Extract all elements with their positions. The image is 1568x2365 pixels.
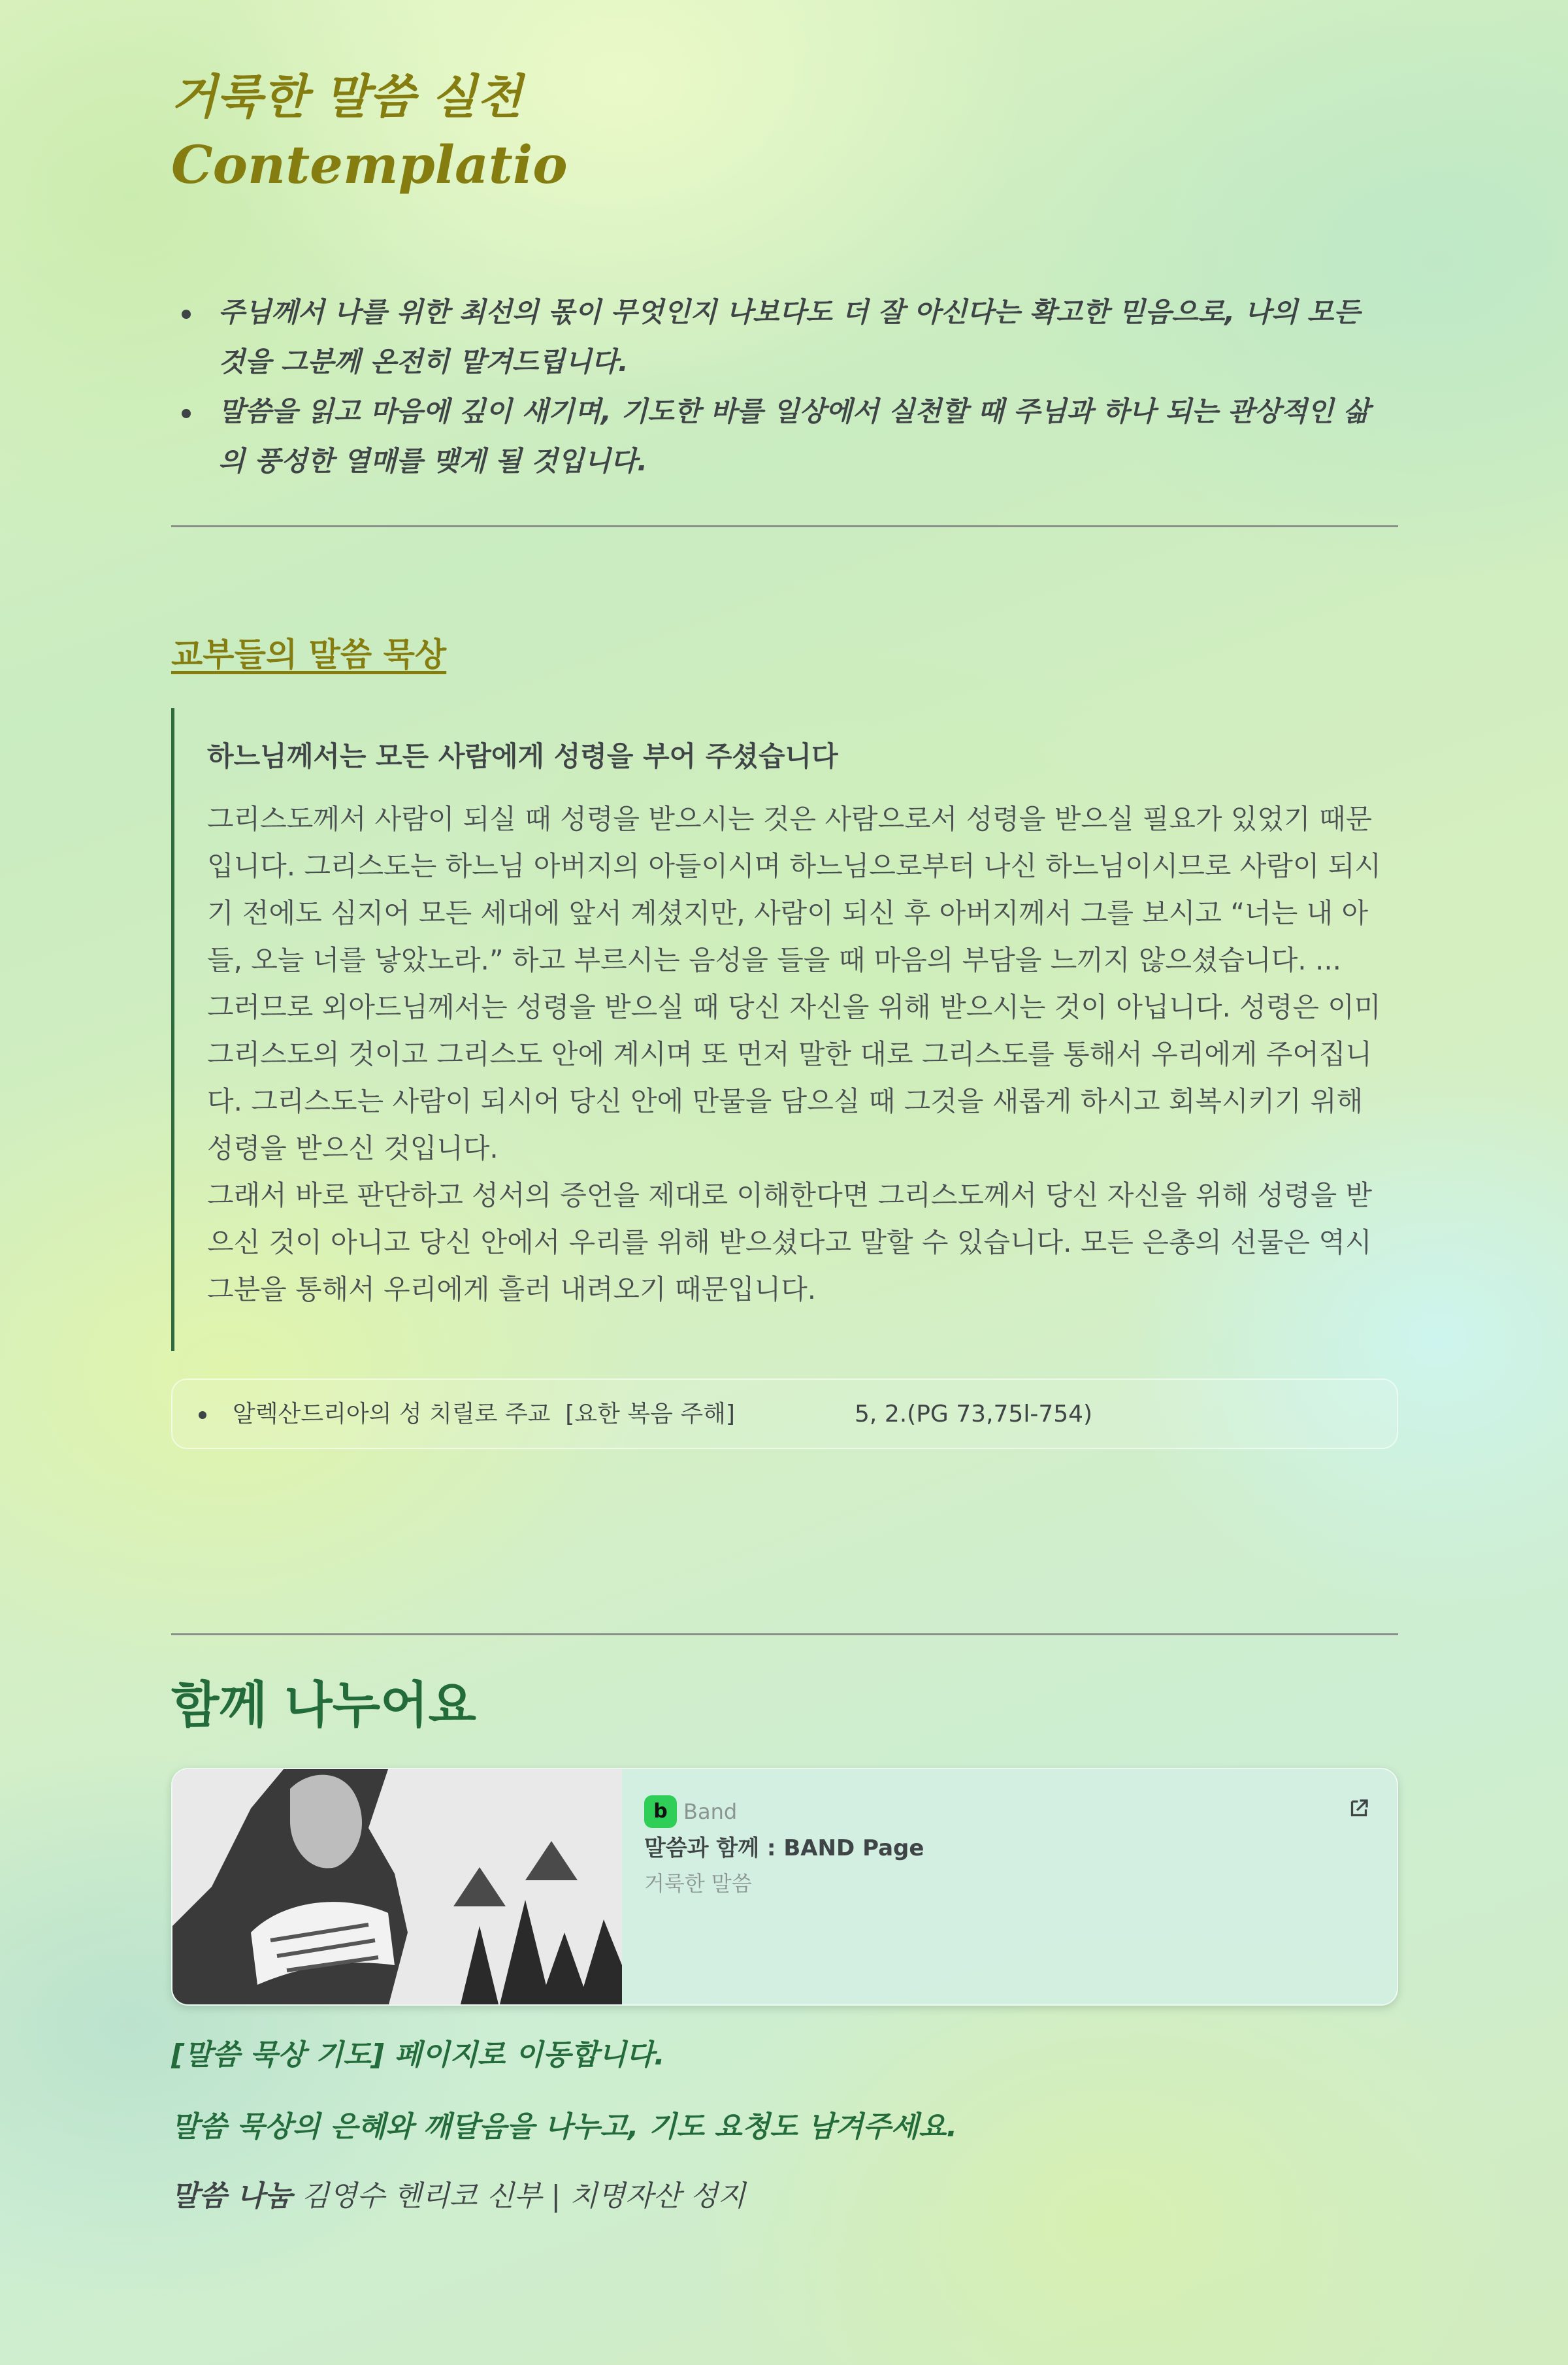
card-source: Band: [683, 1799, 738, 1824]
band-logo-letter: b: [653, 1800, 668, 1823]
quote-paragraph: 그리스도께서 사람이 되실 때 성령을 받으시는 것은 사람으로서 성령을 받으실 필요가 있었기 때문입니다. 그리스도는 하느님 아버지의 아들이시며 하느님으로부터 나신 하느님이시므로 사람이 되시기 전에도 심지어 모든 세대에 앞서 계셨지만, 사람이 되신 후 아버지께서 그를 보시고 “너는 내 아들, 오늘 너를 낳았노라.” 하고 부르시는 음성을 들을 때 마음의 부담을 느끼지 않으셨습니다. ...: [207, 803, 1381, 976]
list-item: 말씀을 읽고 마음에 깊이 새기며, 기도한 바를 일상에서 실천할 때 주님과 하나 되는 관상적인 삶의 풍성한 열매를 맺게 될 것입니다.: [218, 387, 1398, 486]
band-link-card[interactable]: [171, 1768, 1398, 2006]
page-title: 거룩한 말씀 실천: [171, 69, 522, 124]
bullet-icon: [199, 1411, 206, 1419]
card-title: 말씀과 함께 : BAND Page: [644, 1835, 924, 1861]
fathers-quote: [171, 708, 1398, 1351]
credit-line: [171, 2177, 745, 2216]
share-section-title: 함께 나누어요: [171, 1676, 476, 1734]
fathers-meditation-link[interactable]: 교부들의 말씀 묵상: [171, 636, 447, 674]
band-logo-icon: [644, 1795, 677, 1828]
quote-paragraph: 그러므로 외아드님께서는 성령을 받으실 때 당신 자신을 위해 받으시는 것이 아닙니다. 성령은 이미 그리스도의 것이고 그리스도 안에 계시며 또 먼저 말한 대로 그리스도를 통해서 우리에게 주어집니다. 그리스도는 사람이 되시어 당신 안에 만물을 담으실 때 그것을 새롭게 하시고 회복시키기 위해 성령을 받으신 것입니다.: [207, 991, 1381, 1164]
quote-source-box: [171, 1378, 1398, 1449]
credit-label: 말씀 나눔: [171, 2179, 293, 2213]
band-thumbnail-image: [172, 1769, 622, 2006]
divider: [171, 1633, 1398, 1635]
intro-list: [171, 287, 1398, 486]
quote-title: 하느님께서는 모든 사람에게 성령을 부어 주셨습니다: [207, 740, 838, 772]
quote-paragraph: 그래서 바로 판단하고 성서의 증언을 제대로 이해한다면 그리스도께서 당신 자신을 위해 성령을 받으신 것이 아니고 당신 안에서 우리를 위해 받으셨다고 말할 수 있습니다. 모든 은총의 선물은 역시 그분을 통해서 우리에게 흘러 내려오기 때문입니다.: [207, 1179, 1373, 1305]
cta-share-grace: 말씀 묵상의 은혜와 깨달음을 나누고, 기도 요청도 남겨주세요.: [171, 2110, 958, 2144]
quote-body: [207, 796, 1398, 1313]
page-subtitle: Contemplatio: [171, 134, 568, 195]
statue-photo-icon: [172, 1769, 622, 2006]
list-item: 주님께서 나를 위한 최선의 몫이 무엇인지 나보다도 더 잘 아신다는 확고한 믿음으로, 나의 모든 것을 그분께 온전히 맡겨드립니다.: [218, 287, 1398, 387]
cta-prayer-page: [말씀 묵상 기도] 페이지로 이동합니다.: [171, 2038, 665, 2072]
card-description: 거룩한 말씀: [644, 1871, 752, 1896]
external-link-icon[interactable]: [1347, 1797, 1371, 1820]
quote-source: 알렉산드리아의 성 치릴로 주교 [요한 복음 주해] 5, 2.(PG 73,75l-754): [233, 1401, 1093, 1427]
divider: [171, 525, 1398, 527]
page-title-block: [171, 64, 568, 200]
credit-text: 김영수 헨리코 신부 | 치명자산 성지: [292, 2179, 746, 2213]
